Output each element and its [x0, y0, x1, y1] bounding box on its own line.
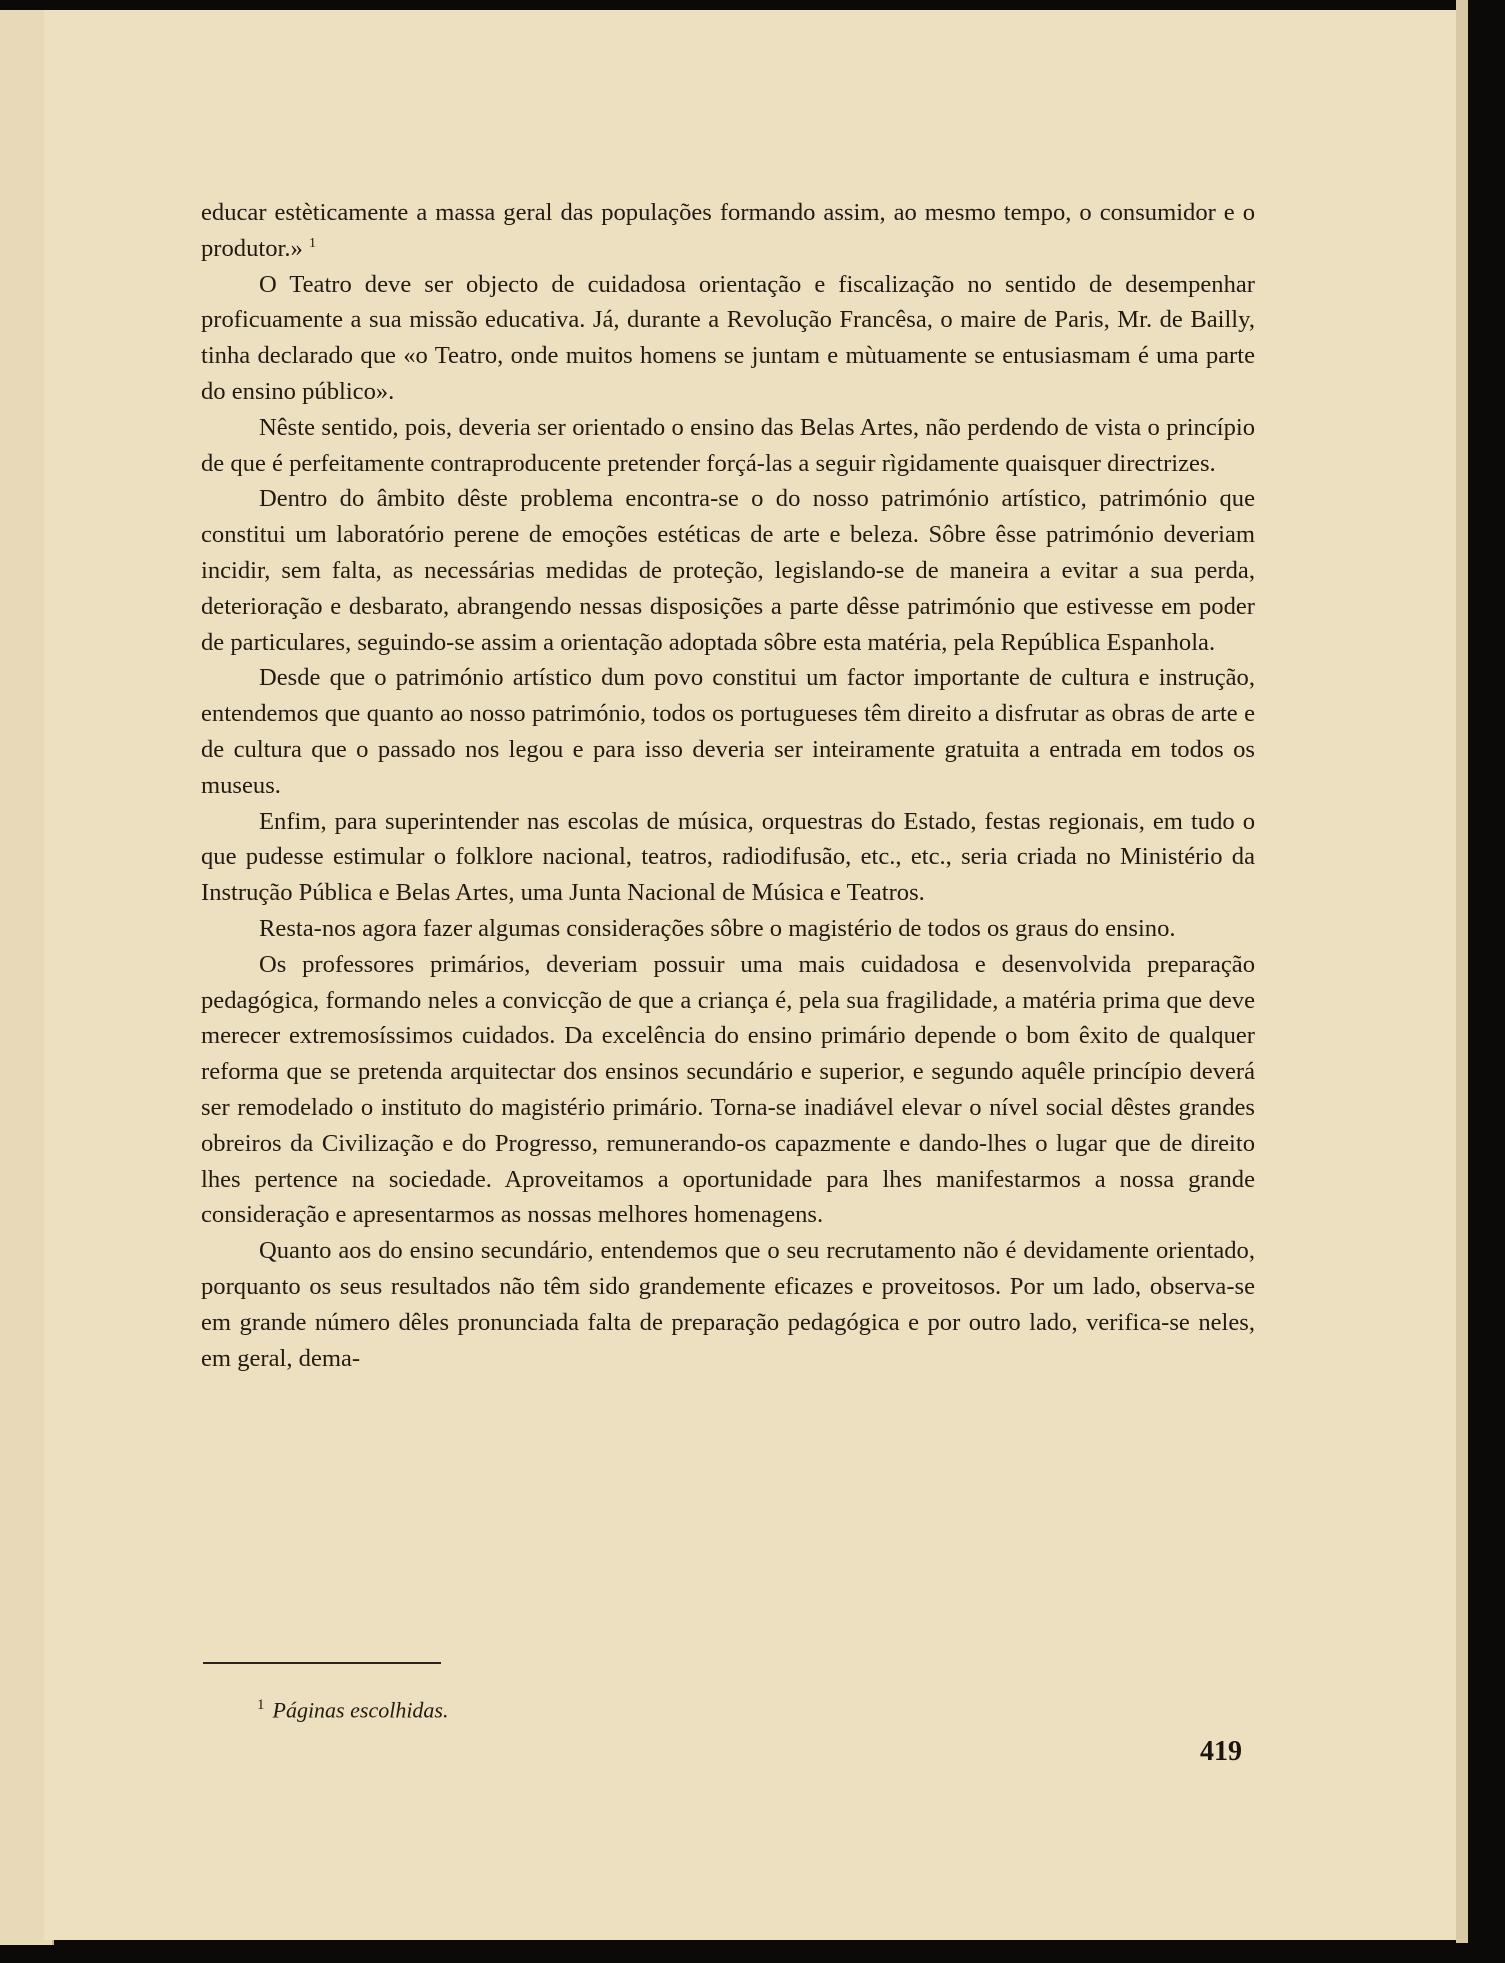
paragraph: O Teatro deve ser objecto de cuidadosa orientação e fiscalização no sentido de desempenhar proficuamente a sua missão educativa. Já, durante a Revolução Francêsa, o maire de Paris, Mr. de Bailly, tinha declarado que «o Teatro, onde muitos homens se juntam e mùtuamente se entusiasmam é uma parte do ensino público».: [201, 270, 1255, 405]
body-text: [201, 195, 1255, 1376]
paragraph: Os professores primários, deveriam possuir uma mais cuidadosa e desenvolvida preparação pedagógica, formando neles a convicção de que a criança é, pela sua fragilidade, a matéria prima que deve merecer extremosíssimos cuidados. Da excelência do ensino primário depende o bom êxito de qualquer reforma que se pretenda arquitectar dos ensinos secundário e superior, e segundo aquêle princípio deverá ser remodelado o instituto do magistério primário. Torna-se inadiável elevar o nível social dêstes grandes obreiros da Civilização e do Progresso, remunerando-os capazmente e dando-lhes o lugar que de direito lhes pertence na sociedade. Aproveitamos a oportunidade para lhes manifestarmos a nossa grande consideração e apresentarmos as nossas melhores homenagens.: [201, 950, 1255, 1229]
footnote-reference: 1: [308, 235, 316, 251]
paragraph: Quanto aos do ensino secundário, entendemos que o seu recrutamento não é devidamente orientado, porquanto os seus resultados não têm sido grandemente eficazes e proveitosos. Por um lado, observa-se em grande número dêles pronunciada falta de preparação pedagógica e por outro lado, verifica-se neles, em geral, dema-: [201, 1237, 1255, 1372]
paragraph: Dentro do âmbito dêste problema encontra-se o do nosso património artístico, património que constitui um laboratório perene de emoções estéticas de arte e beleza. Sôbre êsse património deveriam incidir, sem falta, as necessárias medidas de proteção, legislando-se de maneira a evitar a sua perda, deterioração e desbarato, abrangendo nessas disposições a parte dêsse património que estivesse em poder de particulares, seguindo-se assim a orientação adoptada sôbre esta matéria, pela República Espanhola.: [201, 485, 1255, 656]
paragraph: Resta-nos agora fazer algumas considerações sôbre o magistério de todos os graus do ensino.: [259, 914, 1176, 942]
paragraph: Enfim, para superintender nas escolas de música, orquestras do Estado, festas regionais, em tudo o que pudesse estimular o folklore nacional, teatros, radiodifusão, etc., etc., seria criada no Ministério da Instrução Pública e Belas Artes, uma Junta Nacional de Música e Teatros.: [201, 807, 1255, 907]
paragraph: Desde que o património artístico dum povo constitui um factor importante de cultura e instrução, entendemos que quanto ao nosso património, todos os portugueses têm direito a disfrutar as obras de arte e de cultura que o passado nos legou e para isso deveria ser inteiramente gratuita a entrada em todos os museus.: [201, 664, 1255, 799]
footnote-divider: [203, 1662, 441, 1664]
page-number: 419: [1200, 1736, 1242, 1767]
paragraph: educar estèticamente a massa geral das populações formando assim, ao mesmo tempo, o consumidor e o produtor.» $^1$: [201, 199, 1255, 262]
paragraph: Nêste sentido, pois, deveria ser orientado o ensino das Belas Artes, não perdendo de vista o princípio de que é perfeitamente contraproducente pretender forçá-las a seguir rìgidamente quaisquer directrizes.: [201, 413, 1255, 477]
footnote-mark: 1: [257, 1697, 265, 1713]
footnote: [257, 1697, 449, 1723]
right-page-edge: [1456, 0, 1468, 1943]
footnote-text: Páginas escolhidas.: [272, 1697, 449, 1723]
